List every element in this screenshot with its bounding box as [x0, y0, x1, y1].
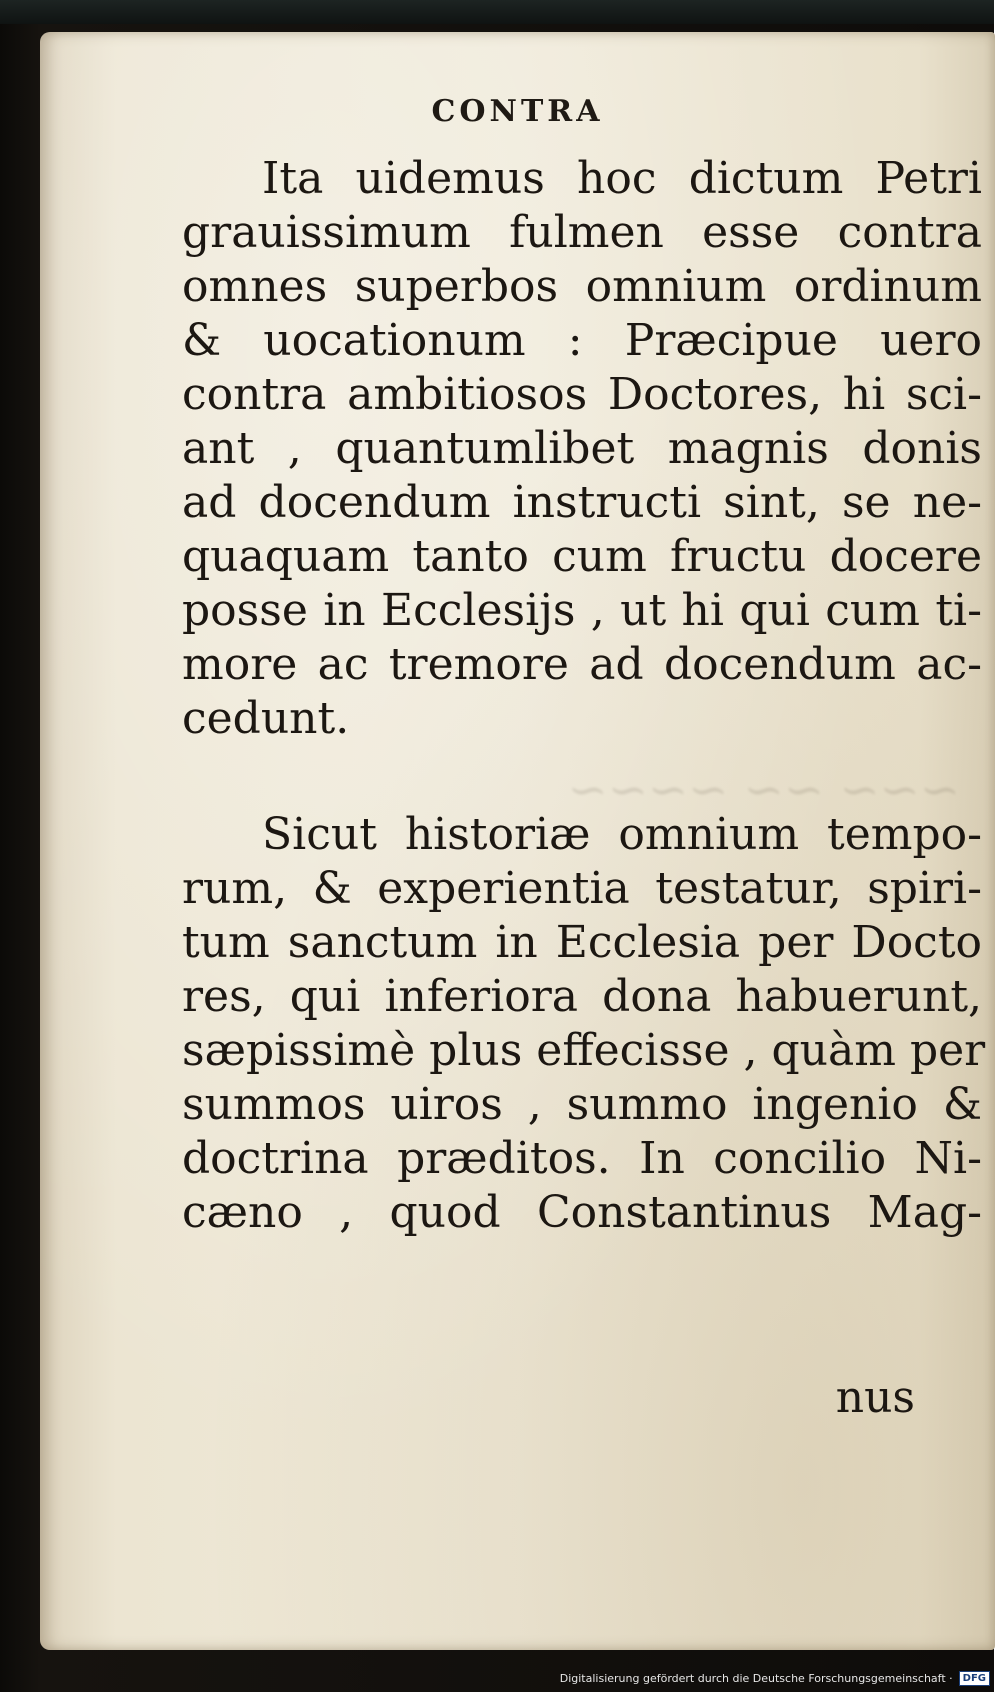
credit-text: Digitalisierung gefördert durch die Deutsche Forschungsgemeinschaft ·: [559, 1672, 953, 1685]
text-line: posse in Ecclesijs , ut hi qui cum ti-: [182, 585, 982, 636]
text-line: Ita uidemus hoc dictum Petri: [262, 153, 982, 204]
text-line: more ac tremore ad docendum ac-: [182, 639, 982, 690]
text-line: Sicut historiæ omnium tempo-: [262, 809, 982, 860]
text-line: doctrina præditos. In concilio Ni-: [182, 1133, 982, 1184]
show-through-texture: ~~~ ~~ ~~~~: [567, 762, 960, 818]
text-line: summos uiros , summo ingenio &: [182, 1079, 982, 1130]
text-line: res, qui inferiora dona habuerunt,: [182, 971, 982, 1022]
text-line: cæno , quod Constantinus Mag-: [182, 1187, 982, 1238]
paragraph-1: [182, 152, 982, 746]
text-line: grauissimum fulmen esse contra: [182, 207, 982, 258]
digitization-credit: [560, 1671, 990, 1686]
binding-strip: [0, 0, 1000, 24]
text-line: tum sanctum in Ecclesia per Docto: [182, 917, 982, 968]
text-line: ad docendum instructi sint, se ne-: [182, 477, 982, 528]
text-line: quaquam tanto cum fructu docere: [182, 531, 982, 582]
paragraph-gap: [182, 746, 982, 808]
text-block: [182, 152, 986, 1240]
text-line: & uocationum : Præcipue uero: [182, 315, 982, 366]
book-page: [40, 32, 995, 1650]
text-line: sæpissimè plus effecisse , quàm per: [182, 1025, 986, 1076]
text-line: contra ambitiosos Doctores, hi sci-: [182, 369, 982, 420]
dfg-logo-icon: DFG: [959, 1671, 990, 1686]
running-head: CONTRA: [431, 94, 604, 129]
catchword: nus: [835, 1372, 915, 1423]
paragraph-2: [182, 808, 986, 1240]
text-line: rum, & experientia testatur, spiri-: [182, 863, 982, 914]
text-line: cedunt.: [182, 693, 350, 744]
text-line: ant , quantumlibet magnis donis: [182, 423, 982, 474]
text-line: omnes superbos omnium ordinum: [182, 261, 982, 312]
